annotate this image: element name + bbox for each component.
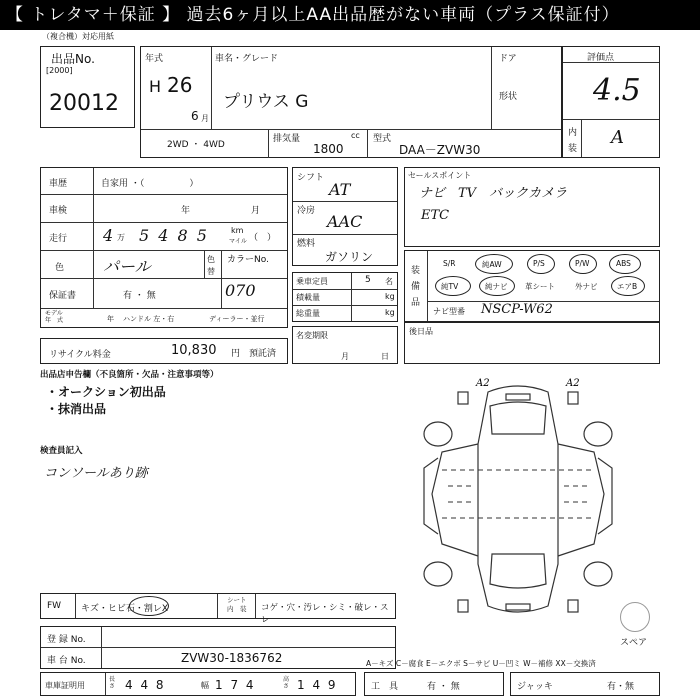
circle-mark <box>609 254 641 274</box>
equip-ext-navi: 外ナビ <box>575 282 598 291</box>
history-value: 自家用 ・（ ） <box>101 179 199 189</box>
seller-note-1: ・オークション初出品 <box>46 385 166 399</box>
form-subtitle: （複合機）対応用紙 <box>42 32 114 41</box>
fw-box <box>40 593 396 625</box>
mileage-paren: （ ） <box>249 233 277 243</box>
circle-mark <box>129 596 169 616</box>
shift-value: AT <box>329 180 351 199</box>
seat-label-2: 内 装 <box>227 605 247 613</box>
jack-label: ジャッキ <box>517 682 553 692</box>
change-date-box <box>292 326 398 364</box>
sales-points-line2: ETC <box>421 208 450 223</box>
height-value: 1 4 9 <box>297 678 338 692</box>
circle-mark <box>435 276 471 296</box>
height-label: 高さ <box>283 676 290 690</box>
mileage-km: km <box>231 226 244 235</box>
name-label: 車名・グレード <box>215 54 279 64</box>
inspection-label: 車検 <box>49 206 68 216</box>
color-label: 色 <box>55 263 65 273</box>
shift-label: シフト <box>297 173 325 183</box>
recycle-unit: 円 <box>231 349 241 359</box>
score-label: 評価点 <box>587 53 615 63</box>
mileage-man-unit: 万 <box>117 233 125 242</box>
history-label: 車歴 <box>49 179 68 189</box>
color-change-1: 色 <box>207 255 215 264</box>
year-label: 年式 <box>145 54 164 64</box>
color-change-2: 替 <box>207 267 215 276</box>
circle-mark <box>569 254 597 274</box>
model-year-unit: 年 <box>107 315 114 323</box>
interior-label-1: 内 <box>568 128 578 138</box>
navi-model-label: ナビ型番 <box>433 307 465 316</box>
circle-mark <box>611 276 645 296</box>
lot-label: 出品No. <box>51 52 95 66</box>
lot-number: 20012 <box>49 91 119 116</box>
registration-label: 登 録 No. <box>47 635 86 645</box>
equipment-box <box>404 250 660 322</box>
capacity-box <box>292 272 398 322</box>
tools-label: 工 具 <box>371 682 399 692</box>
change-date-month: 月 <box>341 352 349 361</box>
chassis-number: ZVW30-1836762 <box>181 651 283 665</box>
displacement-value: 1800 <box>313 142 344 156</box>
jack-value: 有・無 <box>607 682 635 692</box>
lot-number-box <box>40 46 135 128</box>
mileage-label: 走行 <box>49 234 68 244</box>
equip-power-window: P/W <box>575 259 590 268</box>
equip-sunroof: S/R <box>443 259 456 268</box>
color-value: パール <box>103 257 151 276</box>
year-month-unit: 月 <box>201 114 209 123</box>
year-value: 26 <box>167 73 193 97</box>
load-unit: kg <box>385 292 395 301</box>
warranty-label: 保証書 <box>49 291 77 301</box>
drivetrain-box <box>292 167 398 266</box>
equip-leather: 革シート <box>525 282 555 291</box>
displacement-unit: cc <box>351 131 360 140</box>
recycle-box <box>40 338 288 364</box>
score-box <box>562 46 660 158</box>
seat-label-1: シート <box>227 596 247 604</box>
capacity-label: 乗車定員 <box>296 277 328 286</box>
equip-alloy-wheel: 純AW <box>482 260 502 269</box>
weight-unit: kg <box>385 308 395 317</box>
inspection-month-unit: 月 <box>251 206 261 216</box>
spare-label: スペア <box>620 638 648 648</box>
interior-label-2: 装 <box>568 144 578 154</box>
aircon-label: 冷房 <box>297 206 316 216</box>
tools-value: 有 ・ 無 <box>427 682 460 692</box>
inspection-year-unit: 年 <box>181 206 191 216</box>
equipment-label-1: 装 <box>411 266 421 276</box>
equip-abs: ABS <box>616 259 631 268</box>
equip-navi: 純ナビ <box>485 282 508 291</box>
later-items-label: 後日品 <box>409 327 433 336</box>
spare-tire-icon <box>620 602 650 632</box>
model-code: DAA－ZVW30 <box>399 143 481 157</box>
fw-value: キズ・ヒビ石・割レX <box>81 604 168 614</box>
width-value: 1 7 4 <box>215 678 256 692</box>
later-items-box <box>404 322 660 364</box>
circle-mark <box>475 254 513 274</box>
inspector-title: 検査員記入 <box>40 446 83 456</box>
interior-score: A <box>611 127 624 148</box>
mileage-digits: 5 4 8 5 <box>139 226 209 245</box>
registration-box <box>40 626 396 669</box>
chassis-label: 車 台 No. <box>47 656 86 666</box>
recycle-status: 預託済 <box>249 349 277 359</box>
lot-tag: [2000] <box>46 66 73 75</box>
length-value: 4 4 8 <box>125 678 166 692</box>
damage-legend: A－キズ C－腐食 E－エクボ S－サビ U－凹ミ W－補修 XX－交換済 <box>366 659 596 668</box>
load-label: 積載量 <box>296 293 320 302</box>
score-value: 4.5 <box>593 73 641 108</box>
equipment-label-2: 備 <box>411 282 421 292</box>
inspector-note: コンソールあり跡 <box>44 466 148 481</box>
damage-mark-right: A2 <box>566 378 580 389</box>
equip-airbag: エアB <box>617 282 638 291</box>
length-label: 長さ <box>109 676 116 690</box>
recycle-label: リサイクル料金 <box>49 350 111 360</box>
seller-notes-title: 出品店申告欄（不良箇所・欠品・注意事項等） <box>40 370 219 380</box>
fw-label: FW <box>47 601 62 611</box>
mileage-mile: マイル <box>229 238 247 245</box>
details-box <box>40 167 288 328</box>
equip-power-steering: P/S <box>533 259 545 268</box>
width-label: 幅 <box>201 681 209 690</box>
color-code: 070 <box>225 281 256 300</box>
door-label: ドア <box>499 54 517 64</box>
equip-tv: 純TV <box>441 282 459 291</box>
car-damage-diagram <box>418 374 618 620</box>
fuel-value: ガソリン <box>325 250 374 264</box>
color-code-label: カラーNo. <box>227 255 269 265</box>
jack-box <box>510 672 660 696</box>
displacement-label: 排気量 <box>273 134 301 144</box>
dealer-option: ディーラー・並行 <box>209 315 265 323</box>
warranty-value: 有 ・ 無 <box>123 291 156 301</box>
circle-mark <box>527 254 555 274</box>
fuel-label: 燃料 <box>297 239 316 249</box>
garage-cert-box <box>40 672 356 696</box>
sales-points-label: セールスポイント <box>408 171 472 180</box>
weight-label: 総重量 <box>296 309 320 318</box>
equipment-label-3: 品 <box>411 298 421 308</box>
aircon-value: AAC <box>327 212 363 231</box>
model-label: 型式 <box>373 134 392 144</box>
change-date-label: 名変期限 <box>296 331 328 340</box>
model-year-label-1: モデル <box>45 310 63 317</box>
garage-cert-label: 車庫証明用 <box>45 681 85 690</box>
drive-type: 2WD ・ 4WD <box>167 140 225 150</box>
mileage-man: 4 <box>103 226 114 245</box>
sales-points-line1: ナビ TV バックカメラ <box>419 186 568 201</box>
header-banner: 【 トレタマ＋保証 】 過去6ヶ月以上AA出品歴がない車両（プラス保証付） <box>0 0 700 30</box>
navi-model-value: NSCP-W62 <box>481 302 553 317</box>
recycle-value: 10,830 <box>171 343 217 358</box>
capacity-value: 5 <box>365 275 371 285</box>
handle-option: ハンドル 左・右 <box>123 315 175 323</box>
year-era: H <box>149 77 162 96</box>
year-month: 6 <box>191 109 199 123</box>
seat-value: コゲ・穴・汚レ・シミ・破レ・スレ <box>261 603 389 625</box>
vehicle-info-box <box>140 46 562 158</box>
sales-points-box <box>404 167 660 247</box>
capacity-unit: 名 <box>385 277 393 286</box>
shape-label: 形状 <box>499 92 518 102</box>
tools-box <box>364 672 504 696</box>
seller-note-2: ・抹消出品 <box>46 402 107 416</box>
model-year-label-2: 年 式 <box>45 317 64 324</box>
damage-mark-left: A2 <box>476 378 490 389</box>
circle-mark <box>479 276 515 296</box>
car-name: プリウス G <box>223 92 309 112</box>
change-date-day: 日 <box>381 352 389 361</box>
